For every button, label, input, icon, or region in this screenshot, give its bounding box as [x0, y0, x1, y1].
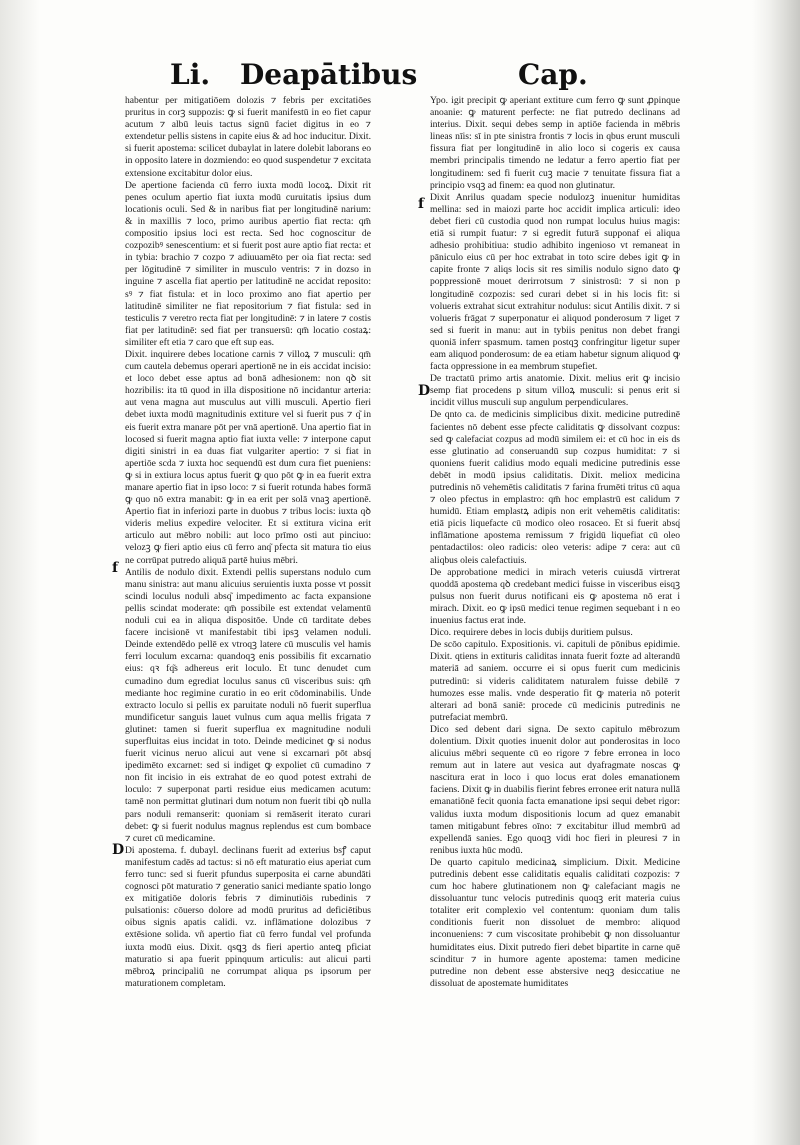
paragraph: Di apostema. f. dubayl. declinans fuerit ad exterius bsꝭ caput manifestum cadēs ad tactus: si nō eft maturatio eius aperiat cum ferro tunc: sed si fuerit pfundus superposita ei carne abundāti cognosci pōt maturatio ⁊ generatio sanici mediante spatio longo ex mitigatiōe doloris febris ⁊ diminutiōis rubedinis ⁊ pulsationis: cōuerso dolore ad modū pruritus ad deficiētibus oibus signis apatis calidi. vz. inflāmatione dolozibus ⁊ extēsione solida. vñ apertio fiat cū ferro fundal vel profunda iuxta modū eius. Dixit. qsꝗꝫ ds fieri apertio anteꝗ pficiat maturatio si apa fuerit ppinquum articulis: aut alicui parti mēbroꝝ principaliū ne corrumpat aliqua ps ipsorum per maturationem completam.	[125, 844, 371, 989]
paragraph: Ypo. igit precipit ꝙ aperiant extiture cum ferro ꝙ sunt ꝓpinque anoanie: ꝙ maturent perfecte: ne fiat putredo declinans ad interius. Dixit. sequi debes semp in aptiōe facienda in mēbris lineas nīis: sī in pte sinistra frontis ⁊ locis in qbus erunt musculi fissura fiat per longitudinē in alio loco si cogeris ex causa membri principalis timendo ne ledatur a ferro apertio fiat per longitudinem: sed fi fuerit cuꝫ macie ⁊ tenuitate fissura fiat a principio vsqꝫ ad finem: ea quod non glutinatur.	[430, 95, 680, 191]
paragraph: De approbatione medici in mirach veteris cuiusdā virtrerat quoddā apostema qꝺ credebant medici fuisse in visceribus eisqꝫ pulsus non fuerit durus notificani eis ꝙ apostema nō erat i mirach. Dixit. eo ꝙ ipsū medici tenue regimen sequebant i n eo inuenius factus erat inde.	[430, 566, 680, 627]
margin-marker-d: D	[112, 842, 125, 858]
paragraph: Antilis de nodulo dixit. Extendi pellis superstans nodulo cum manu sinistra: aut manu alicuius seruientis iuxta posse vt possit scindi loculus noduli absq͂ impedimento ac facta expansione pellis scindat moderate: qm̄ possibile est extendat velamentū noduli cui ea in aliqua dispositōe. Unde cū tarditate debes facere incisionē vt manifestabit tibi ipsꝫ velamen noduli. Deinde extendēdo pellē ex vtroqꝫ latere cū musculis vel hamis ferri loculum excarna: quandoqꝫ enis possibilis fit excarnatio eius: qꝛ fq͂s adhereus erit loculo. Et tunc denudet cum cumadino dum egrediat loculus sanus cū visceribus suis: qm̄ mediante hoc regimine curatio in eo erit cōdominabilis. Unde extracto loculo si pellis ex paruitate noduli nō fuerit superflua mundificetur sanguis lauet vulnus cum aqua mellis frigata ⁊ glutinet: tamen si fuerit superflua ex magnitudine noduli superfluitas eius incidat in toto. Deinde medicinet ꝙ si nodus fuerit vicinus neruo alicui aut vene si excarnari pōt absq͂ ipedimēto excarnet: sed si indiget ꝙ expoliet cū cumadino ⁊ non fit incisio in eis extrahat de eo quod potest extrahi de loculo: ⁊ superponat parti residue eius medicamen acutum: tamē non permittat glutinari dum notum non fuerit tibi qꝺ nulla pars noduli remanserit: quoniam si remāserit iterato curari debet: ꝙ si fuerit nodulus magnus replendus est cum bombace ⁊ curet cū medicamine.	[125, 566, 371, 844]
paragraph: De qnto ca. de medicinis simplicibus dixit. medicine putredinē facientes nō debent esse pfecte caliditatis ꝙ dissolvant cozpus: sed ꝙ calefaciat cozpus ad modū similem ei: et cū hoc in eis ds esse glutinatio ad conseruandū sup cozpus humiditat: ⁊ si quoniens fuerit calidius modo equali medicine putredinis esse debēt in modū ipsius caliditatis. Dixit. meliox medicina putredinis nō vehemētis caliditatis ⁊ farina frumēti tritus cū aqua ⁊ oleo pfectus in emplastro: qm̄ hoc emplastrū est calidum ⁊ humidū. Etiam emplastꝝ adipis non erit vehemētis caliditatis: etiā picis liquefacte cū modico oleo rosaceo. Et si fuerit absq͂ inflāmatione apostema remissum ⁊ frigidū liquefiat cū oleo pentadactilos: oleo radicis: oleo veteris: adipe ⁊ cera: aut cū aliqbus oleis calefactiuis.	[430, 409, 680, 566]
paragraph: De tractatū primo artis anatomie. Dixit. melius erit ꝙ incisio semp fiat procedens p situm villoꝝ musculi: si penus erit si incidit villus musculi sup angulum perpendiculares.	[430, 373, 680, 409]
paragraph: De apertione facienda cū ferro iuxta modū locoꝝ. Dixit rit penes oculum apertio fiat iuxta modū curuitatis ipsius dum locationis oculi. Sed & in naribus fiat per longitudinē narium: & in maxillis ⁊ loco, primo auribus apertio fiat recta: qm̄ compositio ipsius loci est recta. Sed hoc cognoscitur de cozpozibꝰ senescentium: et si fuerit post aure aptio fiat recta: et in tybia: brachio ⁊ cozpo ⁊ adiuuamēto per oia fiat recta: sed per lōgitudinē ⁊ similiter in musculo ventris: ⁊ in dozso in inguine ⁊ ascella fiat apertio per latitudinē ne accidat reposito: sꝰ ⁊ fiat fistula: et in loco proximo ano fiat apertio per latitudinē similiter ne fiat repositorium ⁊ fiat fistula: sed in testiculis ⁊ veretro recta fiat per longitudinē: ⁊ in latere ⁊ costis fiat per latitudinē: sed fiat per transuersū: qm̄ locatio costaꝝ: similiter eft etia ⁊ caro que eft sup eas.	[125, 179, 371, 348]
left-text-column	[125, 95, 371, 1015]
paragraph: De scōo capitulo. Expositionis. vi. capituli de pōnibus epidimie. Dixit. qtiens in extituris caliditas innata fuerit fozte ad alterandū materiā ad saniem. occurre ei si opus fuerit cum medicinis putredinū: si videris caliditatem naturalem fuisse debilē ⁊ humozes esse malis. vnde desperatio fit ꝙ materia nō poterit alterari ad bonā saniē: procede cū medicinis putredinis ne putrefaciat membrū.	[430, 639, 680, 723]
right-text-column	[430, 95, 680, 1110]
running-header	[160, 58, 620, 98]
paragraph: De quarto capitulo medicinaꝝ simplicium. Dixit. Medicine putredinis debent esse caliditatis equalis caliditati cozpozis: ⁊ cum hoc habere glutinationem non ꝙ calefaciant magis ne dissoluantur tunc velocis putredinis quoqꝫ erit materia cuius totaliter erit complexio vel contentum: quoniam dum talis conditionis fuerit non dissoluet de membro: aliquod inconueniens: ⁊ cum viscositate prohibebit ꝙ non dissoluantur humiditates eius. Dixit putredo fieri debet bipartite in carne quē scinditur ⁊ in humore agente apostema: tamen medicine putredine non debent esse abstersive neqꝫ desiccatiue ne dissoluat de apostemate humiditates	[430, 856, 680, 989]
paragraph: Dixit Anrilus quadam specie nodulozꝫ inuenitur humiditas mellina: sed in maiozi parte hoc accidit implica articuli: ideo debet fieri cū custodia quod non rumpat loculus huius magis: etiā si rumpit fuatur: ⁊ si egredit futurā supponaf ei aliqua adhesio prohibitiua: studio adhibito ingenioso vt remaneat in pāniculo eius cū per hoc extrabat in toto scire debes igit ꝙ in capite fronte ⁊ aliqs locis sit res similis nodulo signo dato ꝙ poppressionē mouet derirrotsum ⁊ sinistrosū: ⁊ si non p longitudinē cozpozis: sed curari debet si in his locis fit: si volueris extrahat sicut extrahitur nodulus: sicut Antilis dixit. ⁊ si volueris frāgat ⁊ superponatur ei aliquod ponderosum ⁊ liget ⁊ sed si fuerit in manu: aut in tybiis penitus non debet frangi quoniā inferr spasmum. tamen postqꝫ confringitur ligetur super eam aliquod ponderosum: de ea etiam habetur signum aliquod ꝙ facta oppressione in ea membrum stupefiet.	[430, 191, 680, 373]
chapter-label: Cap.	[518, 58, 588, 91]
running-title: Deapātibus	[240, 58, 418, 91]
margin-marker-f: f	[112, 560, 119, 576]
folio-number: Li.	[170, 58, 211, 91]
page-edge-shadow	[752, 0, 800, 1145]
paragraph: Dixit. inquirere debes locatione carnis ⁊ villoꝝ ⁊ musculi: qm̄ cum cautela debemus operari apertionē ne in eis accidat incisio: et loco debet esse aptus ad bonā adhesionem: non qꝺ sit hozribilis: ita tū quod in illa dispositione nō incidantur arteria: aut vena magna aut musculus aut villi musculi. Apertio fieri debet iuxta modū magnitudinis extiture vel si fuerit pus ⁊ q͂ in eis fuerit extra manare pōt per vnā apertionē. Una apertio fiat in locosed si fuerit magna aptio fiat iuxta velle: ⁊ interpone caput digiti sinistri in ea duas fiat vulgariter apertio: ⁊ si fiat in apertiōe scda ⁊ iuxta hoc sequendū est dum cura fiet pueniens: ꝙ si in extiura locus aptus fuerit ꝙ quo pōt ꝙ in ea fuerit extra manare apertio fiat in ipso loco: ⁊ si fuerit rotunda habes formā ꝙ quo nō extra manabit: ꝙ in ea erit per solā vnaꝫ apertionē. Apertio fiat in inferiozi parte in duobus ⁊ tribus locis: iuxta qꝺ videris melius expedire velociter. Et si extitura vicina erit articulo aut mēbro nobili: aut loco prīmo osti aut pinciuo: velozꝫ ꝙ fieri aptio eius cū ferro anq͂ pfecta sit matura tio eius ne corrūpat putredo aliquā partē huius mēbri.	[125, 348, 371, 566]
paragraph: Dico sed debent dari signa. De sexto capitulo mēbrozum dolentium. Dixit quoties inuenit dolor aut ponderositas in loco alicuius mēbri sequente cū eo rigore ⁊ febre erronea in loco remum aut in latere aut vesica aut dyafragmate noscas ꝙ nascitura erat in loco i quo locus erat doles emanationem faciens. Dixit ꝙ in duabilis fierint febres erronee erit natura nullā emanatiōnē fecit quonia facta emanatione ipsi sequi debet rigor: validus iuxta modum dispositionis locum ad quez emanabit tamen mitigabunt febres oīno: ⁊ excitabitur illud membrū ad expellendā sanies. Ego quoqꝫ vidi hoc fieri in pleuresi ⁊ in renibus iuxta hūc modū.	[430, 723, 680, 856]
margin-marker-d: D	[418, 383, 431, 399]
margin-marker-f: f	[418, 196, 425, 212]
page-gutter-shadow	[0, 0, 40, 1145]
paragraph: Dico. requirere debes in locis dubijs duritiem pulsus.	[430, 627, 633, 639]
paragraph: habentur per mitigatiōem dolozis ⁊ febris per excitatiōes pruritus in corꝫ suppozis: ꝙ si fuerit manifestū in eo fiet capur acutum ⁊ albū leuis tactus signū faciet digitus in eo ⁊ extendetur pellis sistens in capite eius & ad hoc inducitur. Dixit. si fuerit apostema: scilicet dubaylat in latere dolebit laborans eo in opposito latere in dozmiendo: eo quod suspendetur ⁊ excitata extensione excitabitur dolor eius.	[125, 95, 371, 179]
